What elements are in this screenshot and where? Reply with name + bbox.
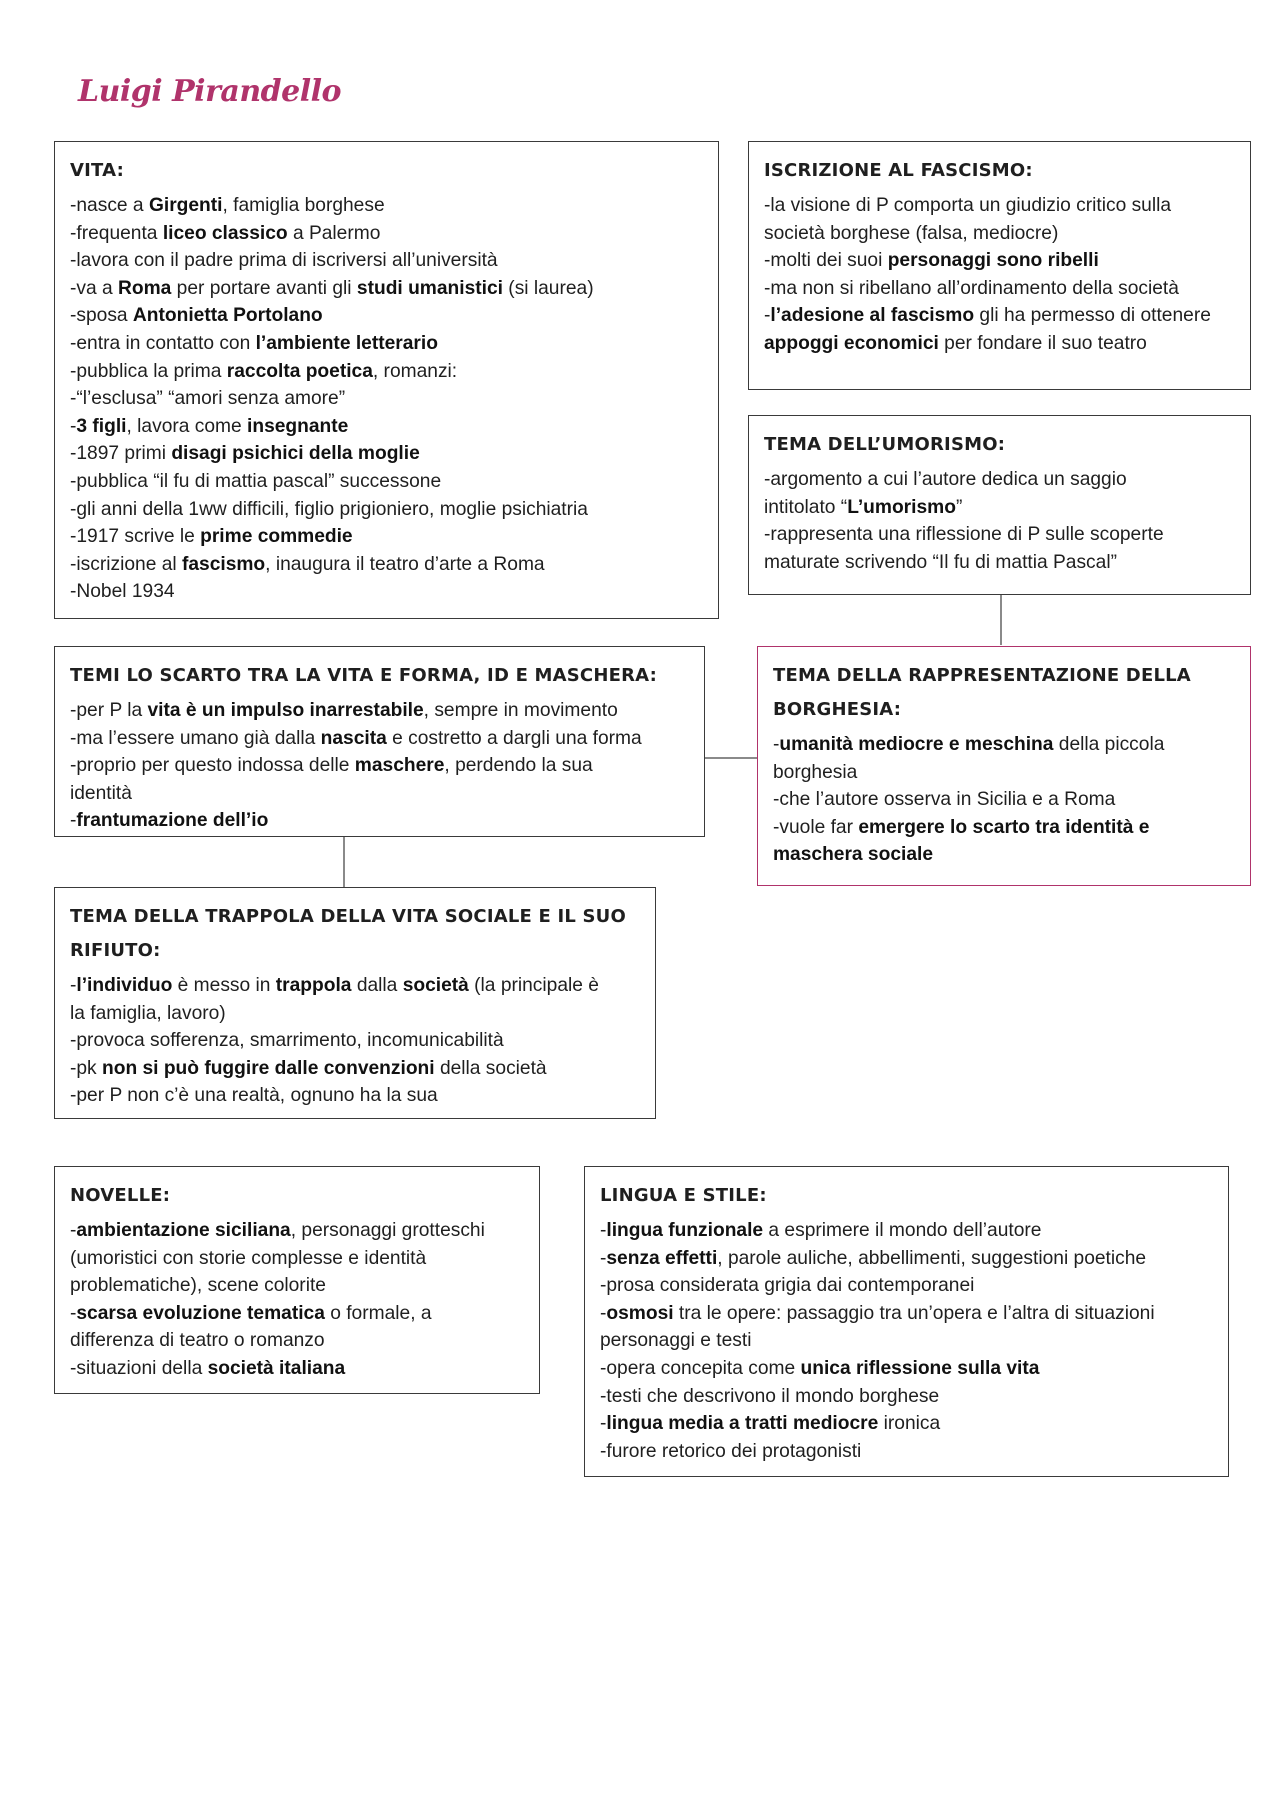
page-title: Luigi Pirandello <box>78 74 341 109</box>
connector-scarto-trappola <box>343 837 345 887</box>
text: per fondare il suo teatro <box>938 332 1147 354</box>
text: -lavora con il padre prima di iscriversi all’università <box>70 250 498 272</box>
bold-text: senza effetti <box>606 1247 718 1269</box>
list-item <box>70 972 641 1000</box>
text: , personaggi grotteschi <box>290 1220 485 1241</box>
bold-text: l’ambiente letterario <box>255 332 438 354</box>
list-item <box>764 247 1236 275</box>
list-item <box>764 494 1236 522</box>
text: ironica <box>878 1413 941 1435</box>
text: -va a <box>70 277 118 299</box>
bold-text: umanità mediocre e meschina <box>779 734 1054 755</box>
list-item <box>70 578 704 606</box>
text: -molti dei suoi <box>764 250 888 272</box>
text: personaggi e testi <box>600 1330 752 1352</box>
bold-text: studi umanistici <box>356 277 503 299</box>
bold-text: frantumazione dell’io <box>76 810 269 832</box>
text: -proprio per questo indossa delle <box>70 755 355 777</box>
list-item <box>70 551 704 579</box>
bold-text: società italiana <box>207 1357 346 1379</box>
box-lingua-list <box>600 1217 1214 1465</box>
bold-text: scarsa evoluzione tematica <box>76 1302 325 1324</box>
text: - <box>70 975 77 996</box>
text: e costretto a dargli una forma <box>386 727 642 749</box>
list-item <box>70 752 690 780</box>
text: (la principale è <box>468 975 599 996</box>
text: - <box>70 415 77 437</box>
text: -pubblica “il fu di mattia pascal” successone <box>70 470 442 492</box>
text: è messo in <box>172 975 276 996</box>
box-borghesia-list <box>773 731 1236 869</box>
box-novelle-list <box>70 1217 525 1383</box>
bold-text: L’umorismo <box>847 496 956 518</box>
list-item <box>70 1272 525 1300</box>
text: -provoca sofferenza, smarrimento, incomunicabilità <box>70 1030 504 1052</box>
text: -iscrizione al <box>70 553 182 575</box>
box-novelle <box>54 1166 540 1394</box>
list-item <box>764 466 1236 494</box>
list-item <box>773 731 1236 759</box>
list-item <box>70 1055 641 1083</box>
list-item <box>764 192 1236 220</box>
bold-text: appoggi economici <box>764 332 939 354</box>
bold-text: Roma <box>118 277 172 299</box>
text: -“l’esclusa” “amori senza amore” <box>70 388 346 410</box>
list-item <box>70 275 704 303</box>
bold-text: maschera sociale <box>773 844 934 866</box>
text: -argomento a cui l’autore dedica un saggio <box>764 469 1127 490</box>
list-item <box>70 1245 525 1273</box>
text: - <box>600 1220 607 1241</box>
bold-text: ambientazione siciliana <box>76 1220 291 1241</box>
bold-text: società <box>402 975 469 996</box>
list-item <box>764 302 1236 330</box>
bold-text: raccolta poetica <box>226 360 373 382</box>
bold-text: personaggi sono ribelli <box>887 250 1099 272</box>
list-item <box>600 1217 1214 1245</box>
text: a esprimere il mondo dell’autore <box>763 1220 1042 1241</box>
text: -rappresenta una riflessione di P sulle scoperte <box>764 524 1164 546</box>
bold-text: disagi psichici della moglie <box>171 443 420 465</box>
list-item <box>773 814 1236 842</box>
list-item <box>764 275 1236 303</box>
bold-text: l’individuo <box>76 975 173 996</box>
box-scarto-list <box>70 697 690 835</box>
box-borghesia <box>757 646 1251 886</box>
text: -Nobel 1934 <box>70 581 175 603</box>
bold-text: vita è un impulso inarrestabile <box>147 700 424 721</box>
text: - <box>70 1302 77 1324</box>
text: della piccola <box>1053 734 1165 755</box>
text: - <box>773 734 780 755</box>
list-item <box>600 1245 1214 1273</box>
list-item <box>70 697 690 725</box>
text: -pk <box>70 1057 102 1079</box>
bold-text: unica riflessione sulla vita <box>800 1357 1040 1379</box>
list-item <box>70 192 704 220</box>
box-vita-heading: VITA: <box>70 160 124 181</box>
list-item <box>600 1327 1214 1355</box>
text: differenza di teatro o romanzo <box>70 1330 325 1352</box>
text: dalla <box>351 975 403 996</box>
text: -opera concepita come <box>600 1357 801 1379</box>
list-item <box>764 330 1236 358</box>
text: , sempre in movimento <box>423 700 618 721</box>
bold-text: osmosi <box>606 1302 674 1324</box>
bold-text: fascismo <box>181 553 266 575</box>
box-fascismo-heading: ISCRIZIONE AL FASCISMO: <box>764 160 1033 181</box>
text: borghesia <box>773 761 858 783</box>
connector-umorismo-borghesia <box>1000 595 1002 645</box>
text: problematiche), scene colorite <box>70 1275 326 1297</box>
list-item <box>70 302 704 330</box>
list-item <box>70 1300 525 1328</box>
text: per portare avanti gli <box>171 277 357 299</box>
bold-text: Girgenti <box>148 195 223 216</box>
bold-text: non si può fuggire dalle convenzioni <box>102 1057 435 1079</box>
text: , parole auliche, abbellimenti, suggestioni poetiche <box>717 1247 1147 1269</box>
text: -vuole far <box>773 816 859 838</box>
text: , romanzi: <box>372 360 458 382</box>
list-item <box>773 786 1236 814</box>
text: - <box>600 1247 607 1269</box>
text: -1917 scrive le <box>70 526 201 548</box>
list-item <box>70 220 704 248</box>
list-item <box>764 549 1236 577</box>
list-item <box>70 468 704 496</box>
text: ” <box>955 496 963 518</box>
box-lingua-heading: LINGUA E STILE: <box>600 1185 767 1206</box>
bold-text: lingua funzionale <box>606 1220 764 1241</box>
list-item <box>600 1300 1214 1328</box>
text: - <box>764 305 771 327</box>
bold-text: nascita <box>320 727 387 749</box>
box-lingua <box>584 1166 1229 1477</box>
text: -sposa <box>70 305 133 327</box>
text: o formale, a <box>324 1302 432 1324</box>
text: -per P non c’è una realtà, ognuno ha la sua <box>70 1085 438 1107</box>
text: -nasce a <box>70 195 149 216</box>
box-fascismo <box>748 141 1251 390</box>
box-fascismo-list <box>764 192 1236 358</box>
list-item <box>600 1272 1214 1300</box>
text: -situazioni della <box>70 1357 208 1379</box>
text: , famiglia borghese <box>222 195 385 216</box>
text: - <box>70 810 77 832</box>
text: a Palermo <box>287 222 381 244</box>
list-item <box>70 496 704 524</box>
text: - <box>70 1220 77 1241</box>
box-vita-list <box>70 192 704 606</box>
list-item <box>764 521 1236 549</box>
box-scarto-heading: TEMI LO SCARTO TRA LA VITA E FORMA, ID E MASCHERA: <box>70 665 658 686</box>
list-item <box>70 1217 525 1245</box>
bold-text: prime commedie <box>200 526 353 548</box>
list-item <box>70 330 704 358</box>
bold-text: Antonietta Portolano <box>132 305 323 327</box>
text: -furore retorico dei protagonisti <box>600 1440 862 1462</box>
bold-text: maschere <box>354 755 445 777</box>
text: - <box>600 1413 607 1435</box>
text: , inaugura il teatro d’arte a Roma <box>265 553 545 575</box>
text: maturate scrivendo “Il fu di mattia Pascal” <box>764 551 1117 573</box>
box-umorismo-list <box>764 466 1236 576</box>
text: tra le opere: passaggio tra un’opera e l’altra di situazioni <box>673 1302 1155 1324</box>
box-umorismo <box>748 415 1251 595</box>
list-item <box>600 1410 1214 1438</box>
text: (umoristici con storie complesse e identità <box>70 1247 427 1269</box>
text: , perdendo la sua <box>444 755 593 777</box>
list-item <box>70 385 704 413</box>
list-item <box>600 1438 1214 1466</box>
text: -pubblica la prima <box>70 360 227 382</box>
list-item <box>600 1355 1214 1383</box>
text: -entra in contatto con <box>70 332 256 354</box>
list-item <box>70 1082 641 1110</box>
list-item <box>70 247 704 275</box>
text: -la visione di P comporta un giudizio critico sulla <box>764 195 1172 216</box>
text: società borghese (falsa, mediocre) <box>764 222 1059 244</box>
box-borghesia-heading-line1: TEMA DELLA RAPPRESENTAZIONE DELLA <box>773 665 1191 686</box>
list-item <box>70 358 704 386</box>
text: -1897 primi <box>70 443 172 465</box>
text: (si laurea) <box>502 277 594 299</box>
list-item <box>70 780 690 808</box>
box-trappola-list <box>70 972 641 1110</box>
text: della società <box>434 1057 547 1079</box>
text: -testi che descrivono il mondo borghese <box>600 1385 940 1407</box>
list-item <box>70 725 690 753</box>
text: , lavora come <box>126 415 248 437</box>
box-trappola-heading <box>70 900 641 968</box>
box-novelle-heading: NOVELLE: <box>70 1185 171 1206</box>
list-item <box>70 1000 641 1028</box>
box-trappola <box>54 887 656 1119</box>
bold-text: trappola <box>275 975 352 996</box>
list-item <box>70 413 704 441</box>
bold-text: emergere lo scarto tra identità e <box>858 816 1150 838</box>
list-item <box>70 1355 525 1383</box>
list-item <box>70 523 704 551</box>
list-item <box>773 759 1236 787</box>
list-item <box>70 1327 525 1355</box>
box-umorismo-heading: TEMA DELL’UMORISMO: <box>764 434 1006 455</box>
list-item <box>70 807 690 835</box>
box-trappola-heading-line2: RIFIUTO: <box>70 940 161 961</box>
text: -per P la <box>70 700 148 721</box>
box-scarto <box>54 646 705 837</box>
list-item <box>600 1383 1214 1411</box>
text: -gli anni della 1ww difficili, figlio prigioniero, moglie psichiatria <box>70 498 588 520</box>
list-item <box>70 1027 641 1055</box>
bold-text: lingua media a tratti mediocre <box>606 1413 879 1435</box>
list-item <box>764 220 1236 248</box>
text: - <box>600 1302 607 1324</box>
box-borghesia-heading <box>773 659 1236 727</box>
text: gli ha permesso di ottenere <box>974 305 1211 327</box>
box-borghesia-heading-line2: BORGHESIA: <box>773 699 902 720</box>
text: la famiglia, lavoro) <box>70 1002 226 1024</box>
box-trappola-heading-line1: TEMA DELLA TRAPPOLA DELLA VITA SOCIALE E IL SUO <box>70 906 626 927</box>
text: identità <box>70 782 132 804</box>
bold-text: l’adesione al fascismo <box>770 305 975 327</box>
bold-text: 3 figli <box>76 415 127 437</box>
list-item <box>70 440 704 468</box>
bold-text: insegnante <box>247 415 349 437</box>
connector-scarto-borghesia <box>704 757 758 759</box>
text: -frequenta <box>70 222 163 244</box>
list-item <box>773 841 1236 869</box>
text: -prosa considerata grigia dai contemporanei <box>600 1275 975 1297</box>
text: intitolato “ <box>764 496 848 518</box>
text: -ma l’essere umano già dalla <box>70 727 321 749</box>
bold-text: liceo classico <box>162 222 288 244</box>
text: -ma non si ribellano all’ordinamento della società <box>764 277 1179 299</box>
box-vita <box>54 141 719 619</box>
text: -che l’autore osserva in Sicilia e a Roma <box>773 789 1116 811</box>
